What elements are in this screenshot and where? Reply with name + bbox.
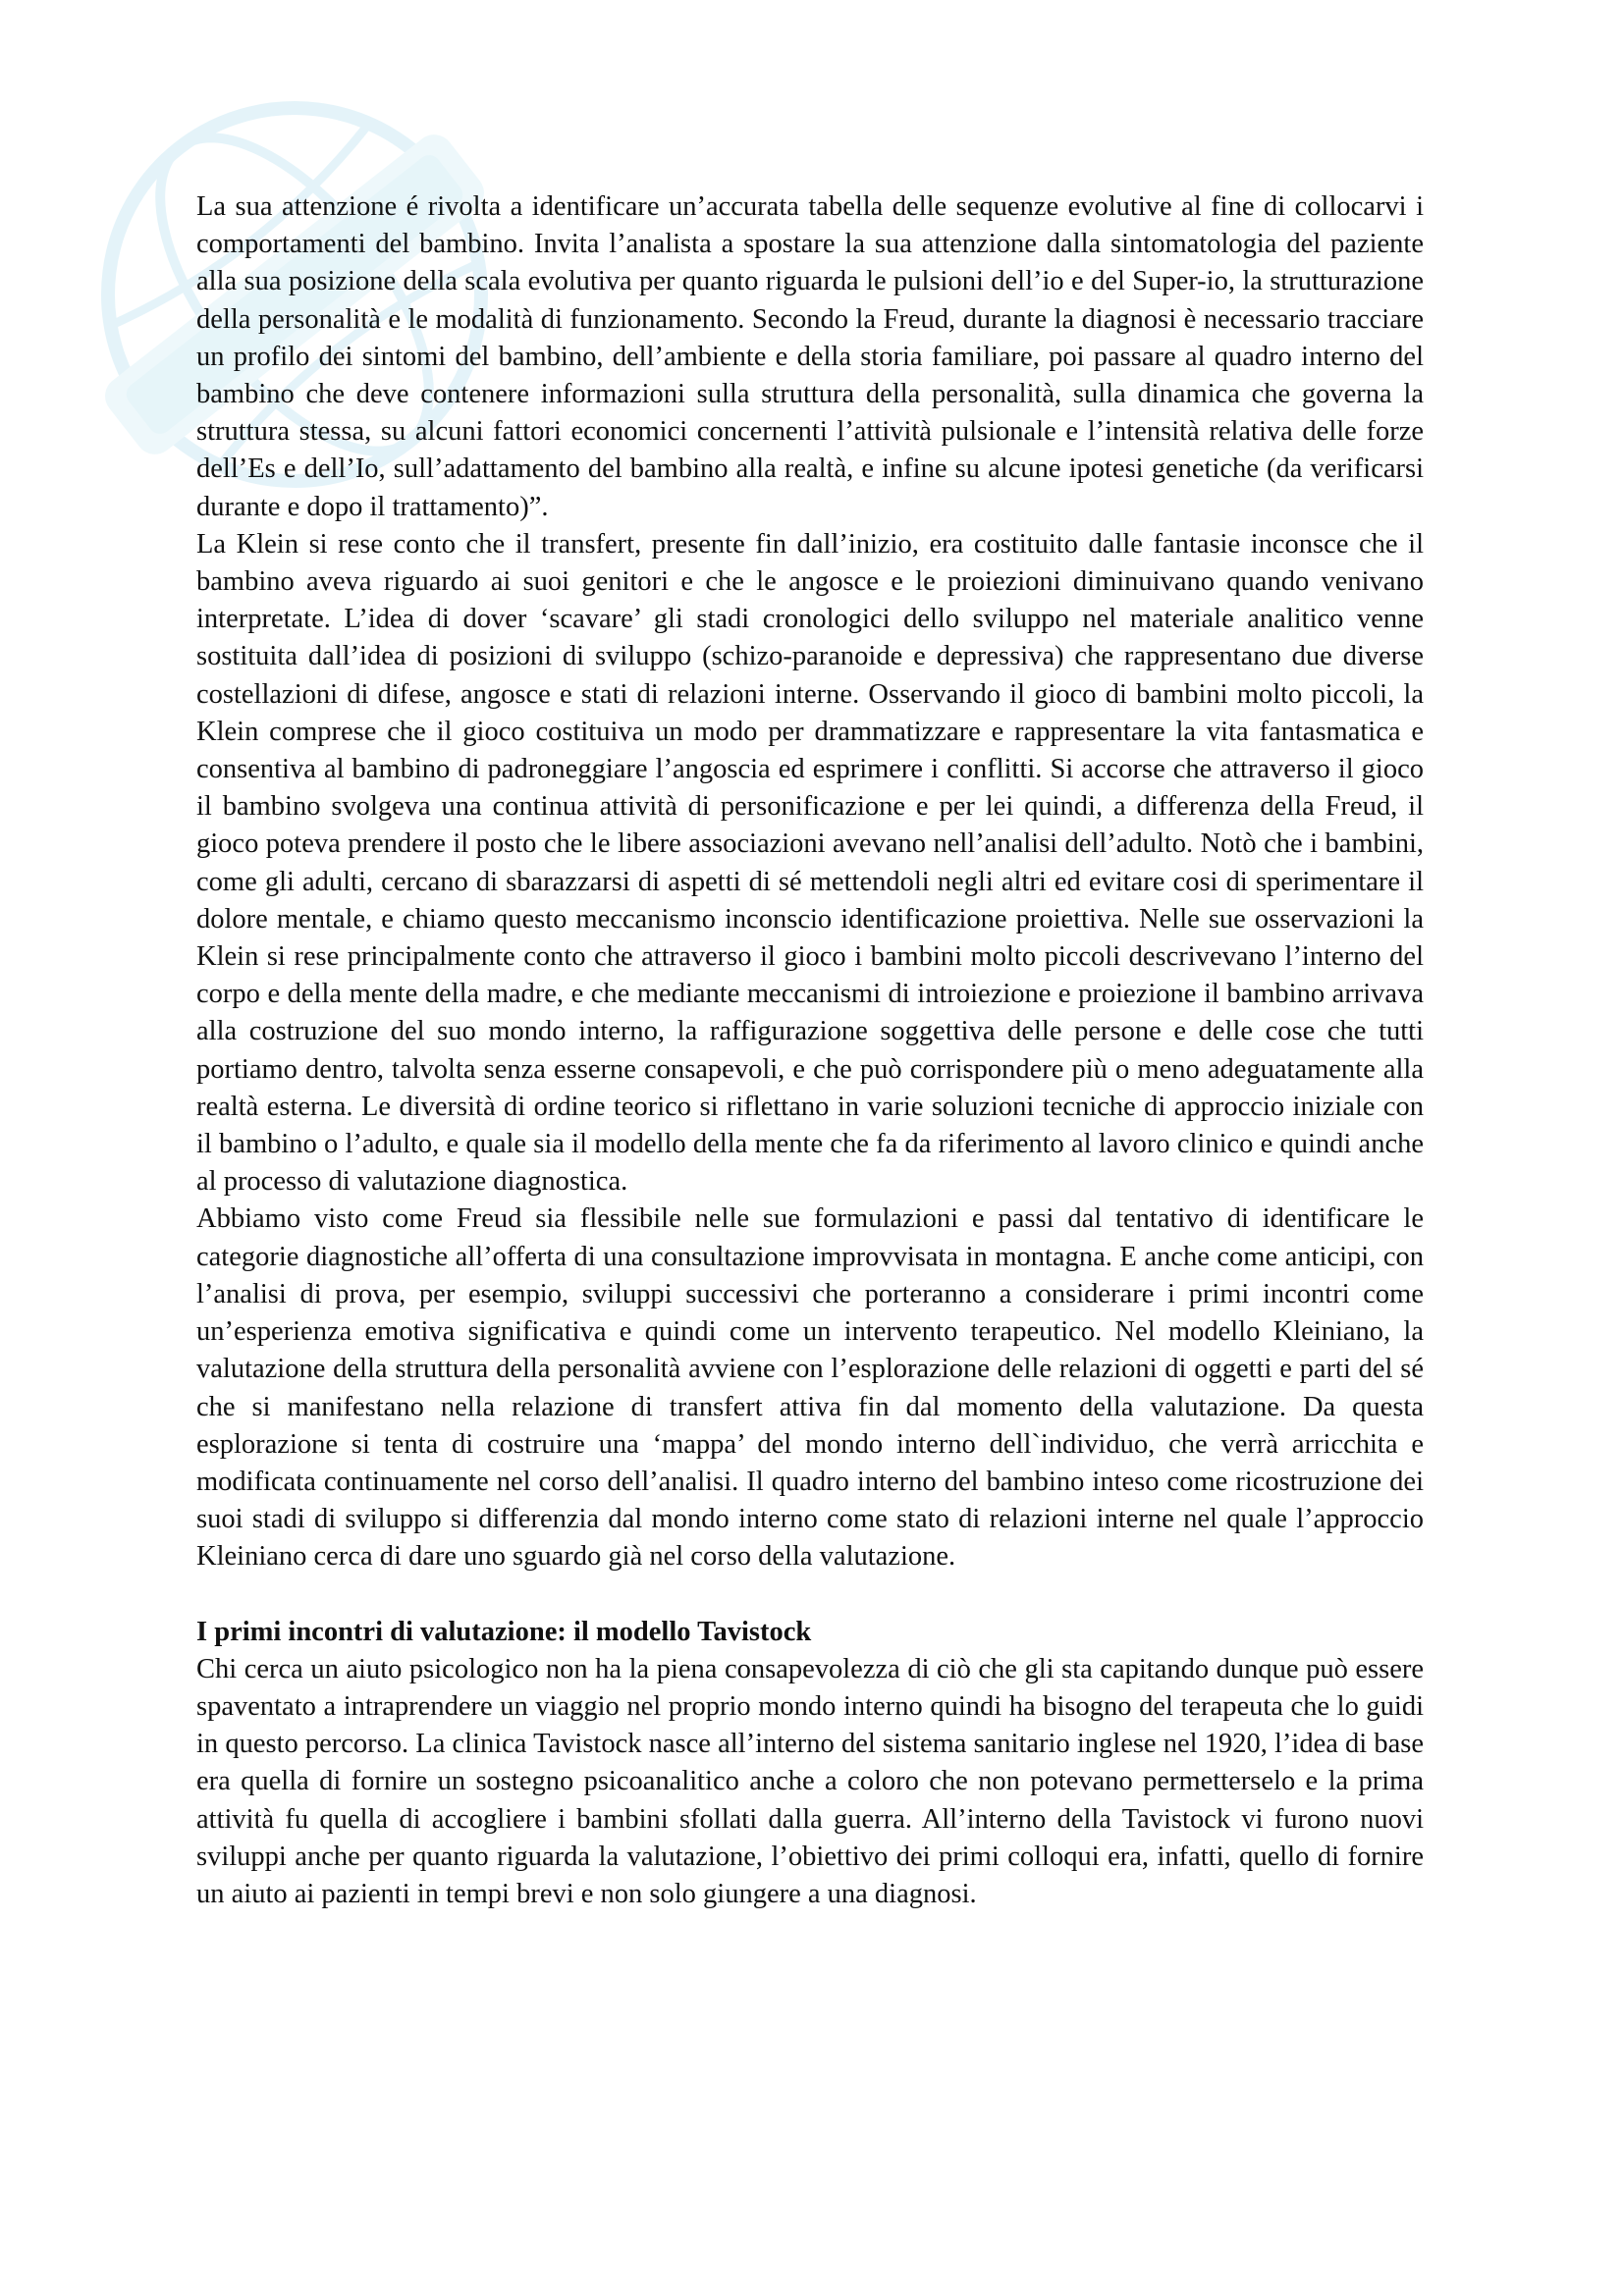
- paragraph-freud-diagnosis: La sua attenzione é rivolta a identificare un’accurata tabella delle sequenze evolutive al fine di collocarvi i comportamenti del bambino. Invita l’analista a spostare la sua attenzione dalla sintomatologia del paziente alla sua posizione della scala evolutiva per quanto riguarda le pulsioni dell’io e del Super-io, la strutturazione della personalità e le modalità di funzionamento. Secondo la Freud, durante la diagnosi è necessario tracciare un profilo dei sintomi del bambino, dell’ambiente e della storia familiare, poi passare al quadro interno del bambino che deve contenere informazioni sulla struttura della personalità, sulla dinamica che governa la struttura stessa, su alcuni fattori economici concernenti l’attività pulsionale e l’intensità relativa delle forze dell’Es e dell’Io, sull’adattamento del bambino alla realtà, e infine su alcune ipotesi genetiche (da verificarsi durante e dopo il trattamento)”.: [196, 191, 1424, 522]
- paragraph-tavistock: Chi cerca un aiuto psicologico non ha la piena consapevolezza di ciò che gli sta capitando dunque può essere spaventato a intraprendere un viaggio nel proprio mondo interno quindi ha bisogno del terapeuta che lo guidi in questo percorso. La clinica Tavistock nasce all’interno del sistema sanitario inglese nel 1920, l’idea di base era quella di fornire un sostegno psicoanalitico anche a coloro che non potevano permetterselo e la prima attività fu quella di accogliere i bambini sfollati dalla guerra. All’interno della Tavistock vi furono nuovi sviluppi anche per quanto riguarda la valutazione, l’obiettivo dei primi colloqui era, infatti, quello di fornire un aiuto ai pazienti in tempi brevi e non solo giungere a una diagnosi.: [196, 1653, 1424, 1909]
- paragraph-klein-transfert: La Klein si rese conto che il transfert, presente fin dall’inizio, era costituito dalle fantasie inconsce che il bambino aveva riguardo ai suoi genitori e che le angosce e le proiezioni diminuivano quando venivano interpretate. L’idea di dover ‘scavare’ gli stadi cronologici dello sviluppo nel materiale analitico venne sostituita dall’idea di posizioni di sviluppo (schizo-paranoide e depressiva) che rappresentano due diverse costellazioni di difese, angosce e stati di relazioni interne. Osservando il gioco di bambini molto piccoli, la Klein comprese che il gioco costituiva un modo per drammatizzare e rappresentare la vita fantasmatica e consentiva al bambino di padroneggiare l’angoscia ed esprimere i conflitti. Si accorse che attraverso il gioco il bambino svolgeva una continua attività di personificazione e per lei quindi, a differenza della Freud, il gioco poteva prendere il posto che le libere associazioni avevano nell’analisi dell’adulto. Notò che i bambini, come gli adulti, cercano di sbarazzarsi di aspetti di sé mettendoli negli altri ed evitare cosi di sperimentare il dolore mentale, e chiamo questo meccanismo inconscio identificazione proiettiva. Nelle sue osservazioni la Klein si rese principalmente conto che attraverso il gioco i bambini molto piccoli descrivevano l’interno del corpo e della mente della madre, e che mediante meccanismi di introiezione e proiezione il bambino arrivava alla costruzione del suo mondo interno, la raffigurazione soggettiva delle persone e delle cose che tutti portiamo dentro, talvolta senza esserne consapevoli, e che può corrispondere più o meno adeguatamente alla realtà esterna. Le diversità di ordine teorico si riflettano in varie soluzioni tecniche di approccio iniziale con il bambino o l’adulto, e quale sia il modello della mente che fa da riferimento al lavoro clinico e quindi anche al processo di valutazione diagnostica.: [196, 528, 1424, 1198]
- paragraph-freud-flexibility: Abbiamo visto come Freud sia flessibile nelle sue formulazioni e passi dal tentativo di identificare le categorie diagnostiche all’offerta di una consultazione improvvisata in montagna. E anche come anticipi, con l’analisi di prova, per esempio, sviluppi successivi che porteranno a considerare i primi incontri come un’esperienza emotiva significativa e quindi come un intervento terapeutico. Nel modello Kleiniano, la valutazione della struttura della personalità avviene con l’esplorazione delle relazioni di oggetti e parti del sé che si manifestano nella relazione di transfert attiva fin dal momento della valutazione. Da questa esplorazione si tenta di costruire una ‘mappa’ del mondo interno dell`individuo, che verrà arricchita e modificata continuamente nel corso dell’analisi. Il quadro interno del bambino inteso come ricostruzione dei suoi stadi di sviluppo si differenzia dal mondo interno come stato di relazioni interne nel quale l’approccio Kleiniano cerca di dare uno sguardo già nel corso della valutazione.: [196, 1203, 1424, 1573]
- document-body: [196, 188, 1424, 1913]
- section-heading: I primi incontri di valutazione: il modello Tavistock: [196, 1616, 812, 1647]
